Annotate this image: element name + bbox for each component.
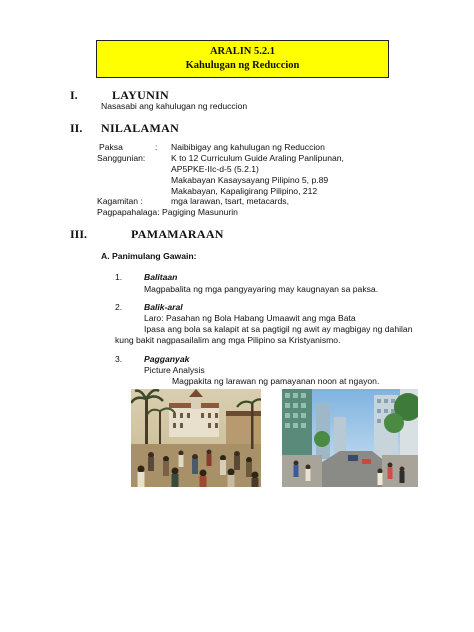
item-3-heading: Pagganyak (144, 354, 190, 364)
section-1-body: Nasasabi ang kahulugan ng reduccion (101, 101, 248, 111)
lesson-title: Kahulugan ng Reduccion (185, 60, 300, 71)
section-2-number: II. (70, 121, 83, 135)
paksa-value: Naibibigay ang kahulugan ng Reduccion (171, 142, 325, 152)
item-2-number: 2. (115, 302, 123, 312)
sanggunian-label: Sanggunian: (97, 153, 146, 163)
section-3-title: PAMAMARAAN (131, 227, 224, 241)
kagamitan-label: Kagamitan : (97, 196, 143, 206)
item-1-number: 1. (115, 272, 123, 282)
section-3-number: III. (70, 227, 88, 241)
paksa-label: Paksa (99, 142, 123, 152)
item-1-heading: Balitaan (144, 272, 178, 282)
item-2-line-2: Ipasa ang bola sa kalapit at sa pagtigil ng awit ay magbigay ng dahilan (144, 324, 413, 334)
sanggunian-line-2: AP5PKE-IIc-d-5 (5.2.1) (171, 164, 259, 174)
section-1-number: I. (70, 88, 78, 102)
section-1-title: LAYUNIN (112, 88, 170, 102)
pagpapahalaga: Pagpapahalaga: Pagiging Masunurin (97, 207, 238, 217)
item-2-line-1: Laro: Pasahan ng Bola Habang Umaawit ang mga Bata (144, 313, 356, 323)
item-3-line-1: Picture Analysis (144, 365, 205, 375)
item-3-number: 3. (115, 354, 123, 364)
item-3-line-2: Magpakita ng larawan ng pamayanan noon at ngayon. (172, 376, 380, 386)
kagamitan-value: mga larawan, tsart, metacards, (171, 196, 289, 206)
sanggunian-line-3: Makabayan Kasaysayang Pilipino 5, p.89 (171, 175, 329, 185)
sanggunian-line-1: K to 12 Curriculum Guide Araling Panlipunan, (171, 153, 344, 163)
sanggunian-line-4: Makabayan, Kapaligirang Pilipino, 212 (171, 186, 318, 196)
item-1-line-1: Magpabalita ng mga pangyayaring may kaugnayan sa paksa. (144, 284, 379, 294)
paksa-colon: : (155, 142, 158, 152)
lesson-title-box (96, 40, 389, 78)
item-2-line-3: kung bakit nagpasailalim ang mga Pilipino sa Kristyanismo. (115, 335, 341, 345)
lesson-number: ARALIN 5.2.1 (209, 46, 276, 57)
old-community-painting (131, 389, 261, 487)
item-2-heading: Balik-aral (144, 302, 183, 312)
section-2-title: NILALAMAN (101, 121, 180, 135)
subsection-a-title: A. Panimulang Gawain: (101, 251, 197, 261)
modern-community-photo (282, 389, 418, 487)
